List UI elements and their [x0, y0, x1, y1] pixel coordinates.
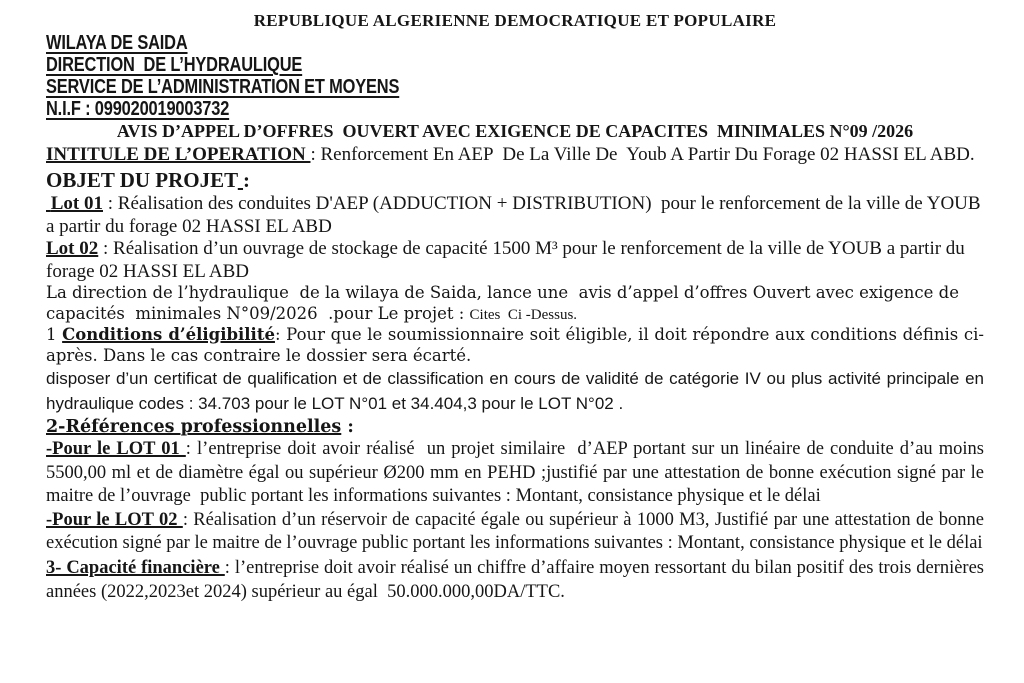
intro-text: La direction de l’hydraulique de la wilaya de Saida, lance une avis d’appel d’offres Ouvert avec exigence de capacités minimales N°09/2026 .pour Le projet :	[46, 283, 965, 323]
financial-capacity-label: 3- Capacité financière	[46, 557, 225, 578]
qualification-paragraph: disposer d’un certificat de qualification et de classification en cours de validité de catégorie IV ou plus activité principale en hydraulique codes : 34.703 pour le LOT N°01 et 34.404,3 pour le LOT N°02 .	[46, 369, 989, 413]
intro-paragraph	[46, 283, 984, 325]
references-heading	[46, 416, 984, 438]
references-colon: :	[341, 417, 354, 437]
lot02-text: : Réalisation d’un ouvrage de stockage de capacité 1500 M³ pour le renforcement de la ville de YOUB a partir du forage 02 HASSI EL ABD	[46, 238, 970, 282]
nif-number: N.I.F : 099020019003732	[46, 98, 230, 120]
financial-capacity-text: : l’entreprise doit avoir réalisé un chiffre d’affaire moyen ressortant du bilan positif des trois dernières années (2022,2023et 2024) supérieur au égal 50.000.000,00DA/TTC.	[46, 557, 989, 602]
project-object-colon: :	[243, 168, 251, 192]
org-line-nif	[46, 98, 984, 120]
intro-suffix: Cites Ci -Dessus.	[469, 306, 578, 323]
lot02-paragraph	[46, 238, 984, 283]
lot02-reference-label: -Pour le LOT 02	[46, 509, 183, 530]
lot02-reference-text: : Réalisation d’un réservoir de capacité égale ou supérieur à 1000 M3, Justifié par une attestation de bonne exécution signé par le maitre de l’ouvrage public portant les informations suivantes : Montant, consistance physique et le délai	[46, 509, 989, 553]
lot01-label: Lot 01	[46, 193, 103, 214]
republic-title: REPUBLIQUE ALGERIENNE DEMOCRATIQUE ET POPULAIRE	[253, 11, 777, 30]
org-direction-text: DIRECTION DE L’HYDRAULIQUE	[46, 54, 303, 76]
operation-title-line	[46, 143, 984, 167]
org-line-direction	[46, 54, 984, 76]
project-object-heading	[46, 167, 984, 193]
org-service-text: SERVICE DE L’ADMINISTRATION ET MOYENS	[46, 76, 400, 98]
org-line-service	[46, 76, 984, 98]
lot01-reference-paragraph	[46, 438, 989, 509]
tender-notice-title: AVIS D’APPEL D’OFFRES OUVERT AVEC EXIGENCE DE CAPACITES MINIMALES N°09 /2026	[116, 121, 914, 141]
org-wilaya-text: WILAYA DE SAIDA	[46, 32, 188, 54]
lot01-reference-text: : l’entreprise doit avoir réalisé un projet similaire d’AEP portant sur un linéaire de conduite d’au moins 5500,00 ml et de diamètre égal ou supérieur Ø200 mm en PEHD ;justifié par une attestation de bonne exécution signé par le maitre de l’ouvrage public portant les informations suivantes : Montant, consistance physique et le délai	[46, 439, 989, 506]
eligibility-paragraph	[46, 325, 984, 366]
lot02-label: Lot 02	[46, 238, 99, 259]
operation-title-text: : Renforcement En AEP De La Ville De Youb A Partir Du Forage 02 HASSI EL ABD.	[310, 144, 975, 165]
operation-title-label: INTITULE DE L’OPERATION	[46, 144, 311, 165]
eligibility-label: Conditions d’éligibilité	[62, 325, 275, 344]
lot01-reference-label: -Pour le LOT 01	[46, 439, 186, 459]
org-line-wilaya	[46, 32, 984, 54]
financial-capacity-paragraph	[46, 556, 989, 604]
lot01-paragraph	[46, 193, 984, 238]
references-label: 2-Références professionnelles	[46, 417, 342, 437]
eligibility-text: : Pour que le soumissionnaire soit éligible, il doit répondre aux conditions définis ci-après. Dans le cas contraire le dossier sera écarté.	[46, 325, 984, 365]
lot01-text: : Réalisation des conduites D'AEP (ADDUCTION + DISTRIBUTION) pour le renforcement de la ville de YOUB a partir du forage 02 HASSI EL ABD	[46, 193, 986, 237]
eligibility-number: 1	[46, 325, 63, 344]
lot02-reference-paragraph	[46, 509, 989, 556]
project-object-label: OBJET DU PROJET	[46, 168, 238, 192]
